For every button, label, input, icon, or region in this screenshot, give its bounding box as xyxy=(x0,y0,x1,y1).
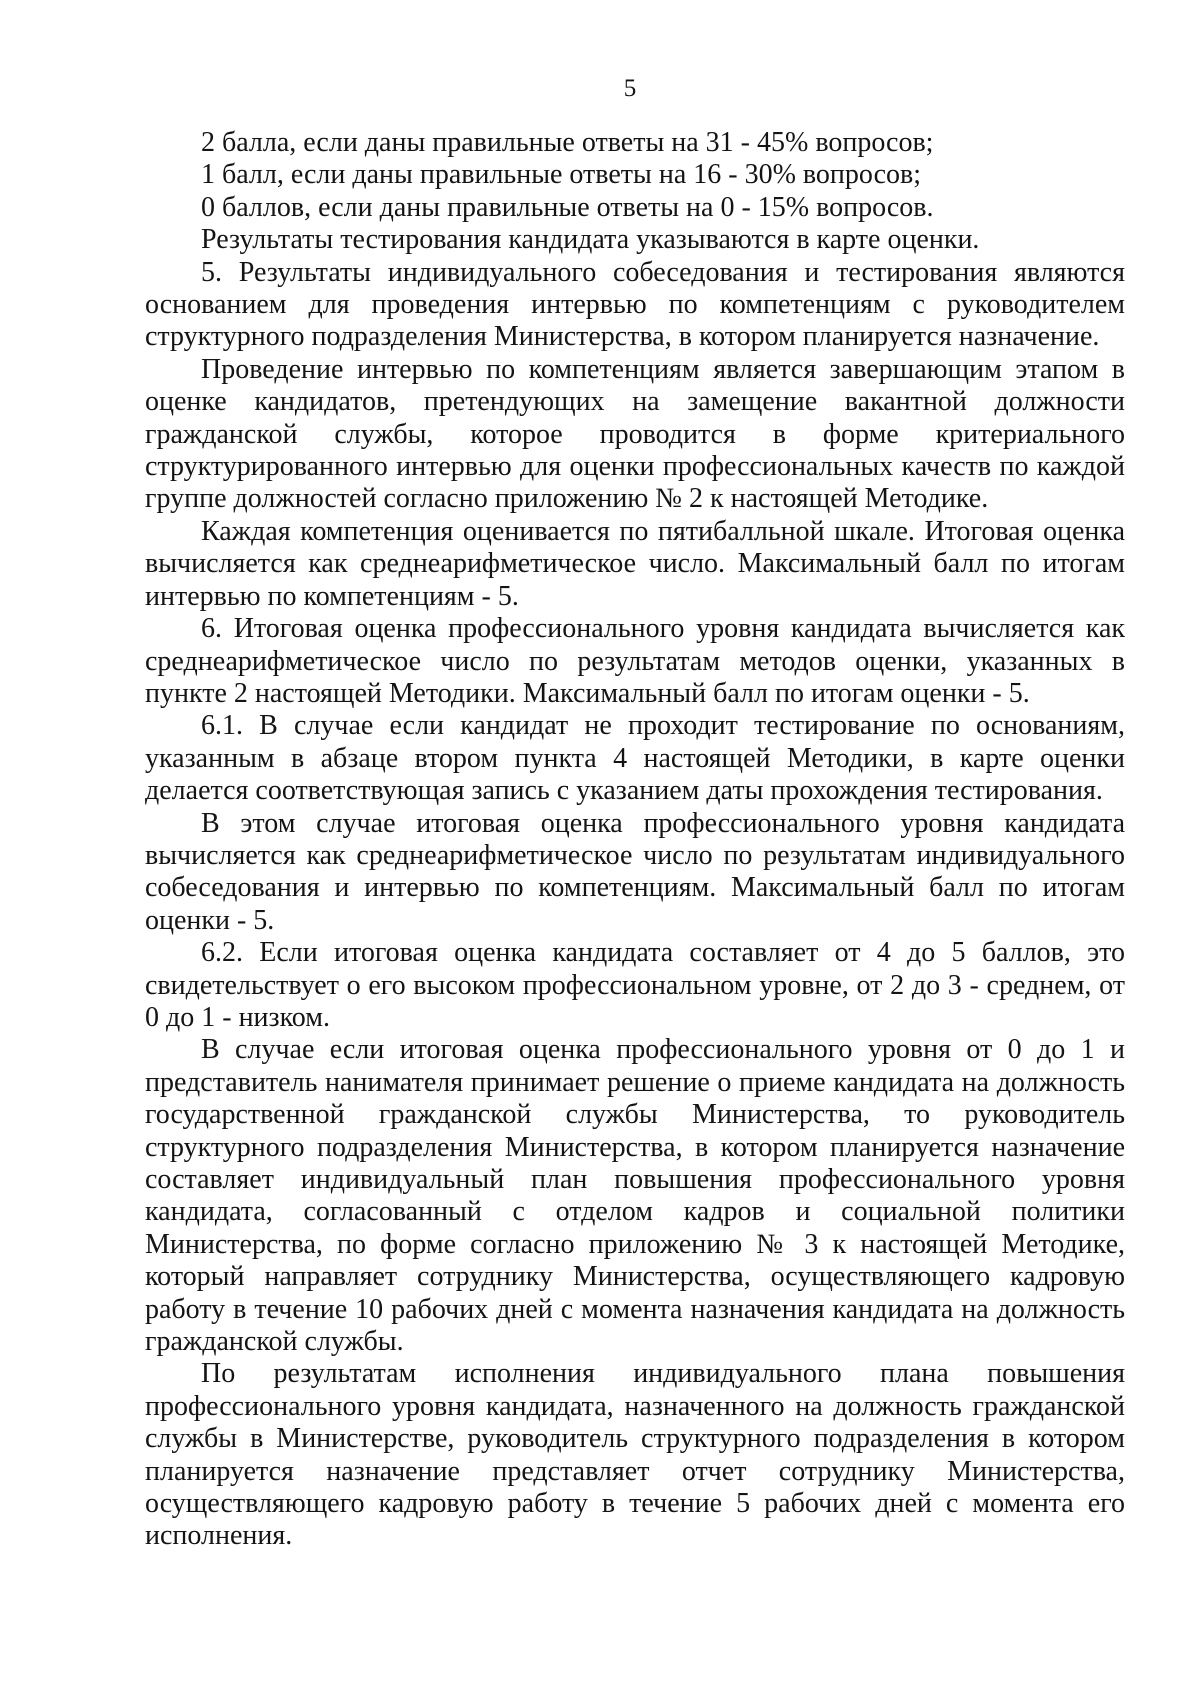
paragraph-score-1: 1 балл, если даны правильные ответы на 16 - 30% вопросов; xyxy=(201,159,922,191)
paragraph-interview-final-stage: Проведение интервью по компетенциям является завершающим этапом в оценке кандидатов, претендующих на замещение вакантной должности гражданской службы, которое проводится в форме критериального структурированного интервью для оценки профессиональных качеств по каждой группе должностей согласно приложению № 2 к настоящей Методике. xyxy=(145,353,1125,515)
paragraph-test-results: Результаты тестирования кандидата указываются в карте оценки. xyxy=(201,224,980,256)
paragraph-score-2: 2 балла, если даны правильные ответы на 31 - 45% вопросов; xyxy=(201,127,934,158)
document-body xyxy=(145,127,1125,1553)
paragraph-item-5: 5. Результаты индивидуального собеседования и тестирования являются основанием для проведения интервью по компетенциям с руководителем структурного подразделения Министерства, в котором планируется назначение. xyxy=(145,256,1125,353)
paragraph-item-6: 6. Итоговая оценка профессионального уровня кандидата вычисляется как среднеарифметическое число по результатам методов оценки, указанных в пункте 2 настоящей Методики. Максимальный балл по итогам оценки - 5. xyxy=(145,613,1125,709)
paragraph-score-0: 0 баллов, если даны правильные ответы на 0 - 15% вопросов. xyxy=(201,191,934,223)
paragraph-item-6-2: 6.2. Если итоговая оценка кандидата составляет от 4 до 5 баллов, это свидетельствует о его высоком профессиональном уровне, от 2 до 3 - среднем, от 0 до 1 - низком. xyxy=(145,937,1125,1033)
paragraph-item-6-1: 6.1. В случае если кандидат не проходит тестирование по основаниям, указанным в абзаце втором пункта 4 настоящей Методики, в карте оценки делается соответствующая запись с указанием даты прохождения тестирования. xyxy=(145,710,1125,807)
paragraph-plan-results: По результатам исполнения индивидуального плана повышения профессионального уровня кандидата, назначенного на должность гражданской службы в Министерстве, руководитель структурного подразделения в котором планируется назначение представляет отчет сотруднику Министерства, осуществляющего кадровую работу в течение 5 рабочих дней с момента его исполнения. xyxy=(145,1358,1125,1552)
page-number: 5 xyxy=(623,75,637,102)
paragraph-competency-scale: Каждая компетенция оценивается по пятибалльной шкале. Итоговая оценка вычисляется как среднеарифметическое число. Максимальный балл по итогам интервью по компетенциям - 5. xyxy=(145,515,1125,612)
paragraph-individual-plan: В случае если итоговая оценка профессионального уровня от 0 до 1 и представитель нанимателя принимает решение о приеме кандидата на должность государственной гражданской службы Министерства, то руководитель структурного подразделения Министерства, в котором планируется назначение составляет индивидуальный план повышения профессионального уровня кандидата, согласованный с отделом кадров и социальной политики Министерства, по форме согласно приложению № 3 к настоящей Методике, который направляет сотруднику Министерства, осуществляющего кадровую работу в течение 10 рабочих дней с момента назначения кандидата на должность гражданской службы. xyxy=(145,1034,1125,1358)
paragraph-item-6-1-case: В этом случае итоговая оценка профессионального уровня кандидата вычисляется как среднеарифметическое число по результатам индивидуального собеседования и интервью по компетенциям. Максимальный балл по итогам оценки - 5. xyxy=(145,807,1125,936)
